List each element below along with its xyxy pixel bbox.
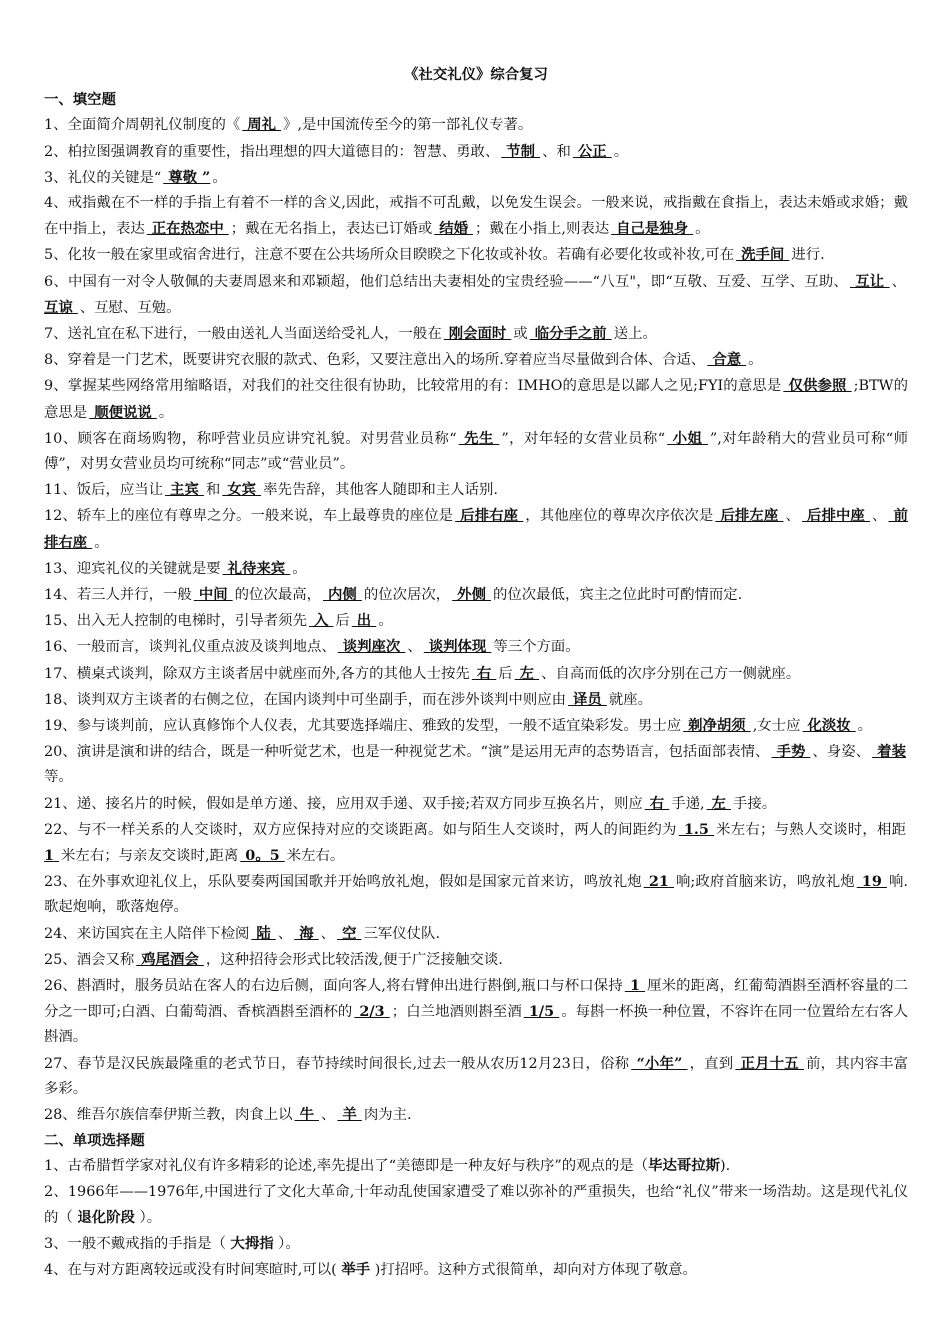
question-text: 手递, [671,795,705,812]
answer-blank: 右 [644,794,670,812]
answer-blank: 小姐 [667,429,708,447]
answer-choice: 举手 [341,1261,371,1279]
question-item [44,426,908,477]
question-item [44,321,908,347]
answer-blank: 合意 [707,351,747,369]
question-text: 响;政府首脑来访，鸣放礼炮 [675,874,855,891]
question-item [44,661,908,687]
question-text: ；戴在小指上,则表达 [475,221,610,238]
question-text: 18、谈判双方主谈者的右侧之位，在国内谈判中可坐副手，而在涉外谈判中则应由 [44,691,566,708]
answer-blank: 公正 [572,142,612,160]
question-text: 》,是中国流传至今的第一部礼仪专著。 [283,117,533,134]
question-item [44,634,908,660]
answer-blank: 先生 [458,429,500,447]
question-item [44,1051,908,1102]
question-text: 13、迎宾礼仪的关键就是要 [44,560,221,577]
answer-blank: 羊 [337,1106,362,1124]
question-text: 8、穿着是一门艺术，既要讲究衣服的款式、色彩，又要注意出入的场所.穿着应当尽量做到合体、合适、 [44,352,706,369]
question-text: 14、若三人并行，一般 [44,587,192,604]
answer-blank: 女宾 [222,481,262,499]
answer-blank: 前排右座 [44,507,908,551]
answer-blank: 海 [294,924,319,942]
question-text: 的位次最高， [234,587,321,604]
question-text: 米左右；与亲友交谈时,距离 [61,848,239,865]
question-text: ；戴在无名指上，表达已订婚或 [230,221,433,238]
question-text: 4、戒指戴在不一样的手指上有着不一样的含义,因此，戒指不可乱戴，以免发生误会。一般来说，戒指戴在食指上，表达未婚或求婚；戴在中指上，表达 [44,194,908,238]
answer-blank: 正在热恋中 [146,220,229,238]
question-text: 、 [872,508,887,525]
question-text: 27、春节是汉民族最隆重的老式节日，春节持续时间很长,过去一般从农历12月23日，俗称 [44,1055,630,1072]
answer-blank: 自己是独身 [611,220,694,238]
answer-blank: 顺便说说 [89,403,157,421]
question-item [44,921,908,947]
question-text: 20、演讲是演和讲的结合，既是一种听觉艺术，也是一种视觉艺术。“演”是运用无声的态势语言，包括面部表情、 [44,744,770,761]
answer-blank: 牛 [294,1106,319,1124]
answer-blank: 手势 [771,743,811,761]
question-item [44,139,908,165]
question-item [44,582,908,608]
answer-blank: 结婚 [434,220,474,238]
question-text: ）。 [273,1236,300,1253]
question-item [44,477,908,503]
question-text: 9、掌握某些网络常用缩略语，对我们的社交往很有协助，比较常用的有：IMHO的意思是以鄙人之见;FYI的意思是 [44,378,782,395]
question-text: 6、中国有一对令人敬佩的夫妻周恩来和邓颖超，他们总结出夫妻相处的宝贵经验——“八互"，即“互敬、互爱、互学、互助、 [44,273,848,290]
question-item [44,687,908,713]
answer-blank: 着装 [872,743,906,761]
question-text: ). [720,1158,731,1175]
answer-blank: 外侧 [452,586,491,604]
question-text: 15、出入无人控制的电梯时，引导者须先 [44,613,307,630]
question-text: 28、维吾尔族信奉伊斯兰教，肉食上以 [44,1107,293,1124]
question-item [44,1231,908,1257]
question-item [44,973,908,1051]
question-item [44,269,908,321]
question-text: 。 [857,718,873,735]
question-text: 。 [158,404,174,421]
question-text: 。 [212,169,227,186]
question-text: 22、与不一样关系的人交谈时，双方应保持对应的交谈距离。如与陌生人交谈时，两人的间距约为 [44,821,677,838]
answer-blank: 互让 [850,272,890,290]
answer-blank: 化淡妆 [802,717,856,735]
question-text: 厘米的距离，红葡萄酒斟至酒杯容量的二分之一即可;白酒、白葡萄酒、香槟酒斟至酒杯的 [44,978,908,1021]
question-text: ；白兰地酒则斟至酒 [391,1004,522,1021]
question-text: 和 [205,482,221,499]
answer-blank: 19 [856,873,887,891]
question-text: 手接。 [733,795,777,812]
question-text: 。 [378,613,393,630]
answer-blank: 节制 [501,142,541,160]
question-text: 11、饭后，应当让 [44,482,164,499]
answer-blank: “小年” [631,1054,688,1072]
answer-blank: 后排中座 [801,507,870,525]
question-text: 23、在外事欢迎礼仪上，乐队要奏两国国歌并开始鸣放礼炮，假如是国家元首来访，鸣放礼炮 [44,874,642,891]
question-item [44,713,908,739]
question-text: ，直到 [689,1055,734,1072]
question-item [44,112,908,138]
question-text: 等。 [44,769,73,786]
question-text: ，这种招待会形式比较活泼,便于广泛接触交谈. [205,951,503,968]
question-item [44,191,908,242]
answer-blank: 周礼 [242,116,282,134]
question-text: 。 [94,534,109,551]
answer-choice: 毕达哥拉斯 [648,1157,721,1175]
question-text: 米左右；与熟人交谈时，相距 [716,821,906,838]
question-text: 4、在与对方距离较远或没有时间寒暄时,可以( [44,1262,342,1279]
question-text: 21、递、接名片的时候，假如是单方递、接，应用双手递、双手接;若双方同步互换名片，则应 [44,795,643,812]
question-text: 19、参与谈判前，应认真修饰个人仪表，尤其要选择端庄、雅致的发型，一般不适宜染彩发。男士应 [44,718,682,735]
answer-blank: 剃净胡须 [683,717,751,735]
question-text: 、 [320,925,336,942]
question-text: 等三个方面。 [493,639,580,656]
question-item [44,373,908,425]
document-body [44,87,908,1283]
question-item [44,947,908,973]
question-item [44,242,908,268]
answer-blank: 主宾 [165,481,204,499]
answer-blank: 鸡尾酒会 [136,950,204,968]
question-text: ;BTW的意思是 [44,378,908,421]
answer-blank: 刚会面时 [443,325,512,342]
answer-blank: 内侧 [323,586,362,604]
question-text: 、身姿、 [812,744,871,761]
answer-blank: 出 [351,612,377,630]
question-text: 。每斟一杯换一种位置，不容许在同一位置给左右客人斟酒。 [44,1004,908,1046]
question-text: 3、礼仪的关键是“ [44,169,162,186]
answer-blank: 正月十五 [735,1054,805,1072]
question-text: 的位次最低，宾主之位此时可酌情而定. [492,587,743,604]
question-text: ”,对年龄稍大的营业员可称“师傅”，对男女营业员均可统称“同志”或“营业员”。 [44,430,909,473]
question-item [44,608,908,634]
answer-blank: 谈判体现 [423,638,492,656]
question-text: 。 [292,560,307,577]
answer-blank: 谈判座次 [337,638,406,656]
answer-blank: 尊敬 ” [163,168,211,186]
section-heading: 二、单项选择题 [44,1132,145,1150]
question-item [44,791,908,817]
answer-blank: 陆 [251,924,276,942]
question-text: 5、化妆一般在家里或宿舍进行，注意不要在公共场所众目睽睽之下化妆或补妆。若确有必要化妆或补妆,可在 [44,247,735,264]
question-text: 1、全面简介周朝礼仪制度的《 [44,117,241,134]
answer-choice: 大拇指 [230,1235,274,1253]
question-item [44,1102,908,1128]
question-text: ，其他座位的尊卑次序依次是 [525,508,714,525]
question-text: 24、来访国宾在主人陪伴下检阅 [44,925,250,942]
answer-blank: 0。5 [240,847,285,865]
question-text: 三军仪仗队. [363,925,441,942]
answer-blank: 后排右座 [455,507,524,525]
question-item [44,347,908,373]
answer-blank: 空 [337,924,362,942]
question-text: 10、顾客在商场购物，称呼营业员应讲究礼貌。对男营业员称“ [44,430,457,447]
question-item [44,556,908,582]
question-item [44,1153,908,1179]
question-text: 、 [407,639,422,656]
question-text: 7、送礼宜在私下进行，一般由送礼人当面送给受礼人，一般在 [44,326,442,342]
answer-blank: 入 [308,612,334,630]
question-text: 、 [785,508,800,525]
answer-blank: 21 [643,873,674,891]
question-text: 3、一般不戴戒指的手指是（ [44,1236,231,1253]
question-item [44,817,908,869]
question-text: 1、古希腊哲学家对礼仪有许多精彩的论述,率先提出了“美德即是一种友好与秩序”的观点的是（ [44,1158,649,1175]
question-text: 2、1966年——1976年,中国进行了文化大革命,十年动乱使国家遭受了难以弥补的严重损失，也给“礼仪”带来一场浩劫。这是现代礼仪的（ [44,1183,908,1226]
question-text: 、 [891,273,906,290]
question-text: 、 [277,925,293,942]
answer-blank: 仅供参照 [783,377,852,395]
answer-blank: 互谅 [44,298,78,316]
question-text: ）。 [134,1209,162,1226]
question-text: 率先告辞，其他客人随即和主人话别. [263,482,498,499]
question-text: 进行. [791,247,825,264]
question-text: ”，对年轻的女营业员称“ [501,430,666,447]
answer-blank: 后排左座 [715,507,784,525]
question-text: 12、轿车上的座位有尊卑之分。一般来说，车上最尊贵的座位是 [44,508,454,525]
section-heading: 一、填空题 [44,91,116,109]
question-item [44,1257,908,1283]
answer-blank: 洗手间 [736,246,790,264]
answer-blank: 1.5 [678,820,715,838]
question-text: 17、横桌式谈判，除双方主谈者居中就座而外,各方的其他人士按先 [44,665,470,682]
answer-blank: 1/5 [523,1003,560,1021]
question-text: 25、酒会又称 [44,951,135,968]
question-text: 肉为主. [363,1107,412,1124]
answer-blank: 左 [514,664,540,682]
answer-blank: 1 [624,977,646,995]
question-item [44,503,908,555]
answer-blank: 1 [44,847,60,865]
question-text: 米左右。 [286,848,345,865]
question-text: 后 [335,613,350,630]
question-text: 。 [695,221,710,238]
answer-blank: 译员 [568,690,607,708]
question-text: 16、一般而言，谈判礼仪重点波及谈判地点、 [44,639,336,656]
question-text: 的位次居次， [363,587,451,604]
question-text: 、和 [542,143,571,160]
question-item [44,869,908,920]
answer-blank: 礼待来宾 [222,559,291,577]
answer-blank: 2/3 [354,1003,390,1021]
question-text: 、自高而低的次序分别在己方一侧就座。 [541,665,801,682]
answer-choice: 退化阶段 [77,1208,135,1226]
question-text: 。 [613,143,629,160]
question-text: 送上。 [613,326,657,342]
question-item [44,1180,908,1231]
document-title: 《社交礼仪》综合复习 [404,66,548,83]
question-text: 响.歌起炮响，歌落炮停。 [44,874,908,916]
question-text: 。 [748,352,763,369]
question-text: 2、柏拉图强调教育的重要性，指出理想的四大道德目的：智慧、勇敢、 [44,143,500,160]
question-text: 、互慰、互勉。 [79,299,181,316]
question-text: ,女士应 [752,718,801,735]
question-text: 或 [513,326,528,342]
question-text: )打招呼。这种方式很简单，却向对方体现了敬意。 [370,1262,697,1279]
question-text: 、 [321,1107,336,1124]
question-item [44,165,908,191]
question-text: 前，其内容丰富多彩。 [44,1055,908,1097]
question-text: 26、斟酒时，服务员站在客人的右边后侧，面向客人,将右臂伸出进行斟倒,瓶口与杯口保持 [44,978,623,995]
question-item [44,739,908,790]
answer-blank: 右 [471,664,497,682]
question-text: 就座。 [608,691,652,708]
answer-blank: 临分手之前 [529,325,612,342]
question-text: 后 [498,665,513,682]
answer-blank: 左 [706,794,731,812]
answer-blank: 中间 [193,586,233,604]
